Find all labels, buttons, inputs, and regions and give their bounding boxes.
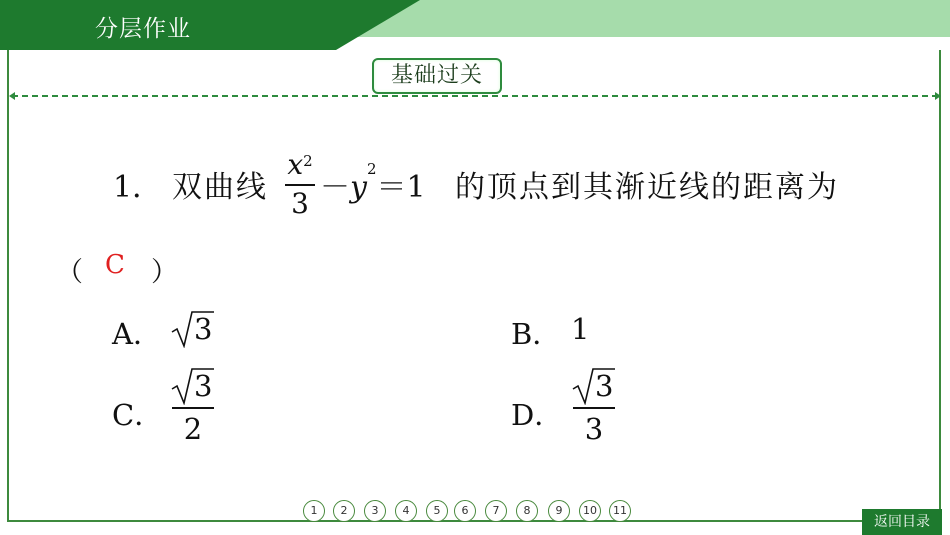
nav-item-6[interactable]: 6	[454, 500, 476, 522]
section-label: 基础过关	[372, 58, 502, 94]
option-d-radicand: 3	[595, 369, 614, 403]
var-y-exponent: 2	[366, 160, 377, 178]
option-b-value: 1	[571, 312, 590, 346]
question-text-post: 的顶点到其渐近线的距离为	[455, 170, 839, 205]
option-b-label[interactable]: B．	[511, 317, 562, 351]
question-fraction	[283, 146, 317, 222]
dashed-divider	[12, 95, 938, 97]
equals-one: ＝1	[376, 170, 426, 205]
option-d-label[interactable]: D．	[511, 398, 564, 432]
nav-item-9[interactable]: 9	[548, 500, 570, 522]
option-c-fraction-bar	[172, 407, 214, 409]
content-frame	[7, 50, 941, 522]
fraction-numerator: x	[287, 148, 304, 181]
nav-item-4[interactable]: 4	[395, 500, 417, 522]
answer-choice[interactable]: C	[105, 250, 125, 280]
option-d-den: 3	[584, 412, 604, 446]
question-text-pre: 双曲线	[172, 170, 268, 205]
minus-sign: －	[320, 170, 350, 205]
return-to-contents-button[interactable]: 返回目录	[862, 509, 942, 535]
option-d-sqrt	[571, 365, 616, 405]
nav-item-3[interactable]: 3	[364, 500, 386, 522]
option-c-den: 2	[183, 412, 203, 446]
nav-item-5[interactable]: 5	[426, 500, 448, 522]
option-c-radicand: 3	[194, 369, 213, 403]
page-title: 分层作业	[95, 16, 191, 42]
option-a-label[interactable]: A．	[112, 317, 162, 351]
nav-item-2[interactable]: 2	[333, 500, 355, 522]
option-d-fraction-bar	[573, 407, 615, 409]
question-expression	[320, 162, 426, 206]
nav-item-7[interactable]: 7	[485, 500, 507, 522]
answer-paren-close: ）	[151, 257, 178, 288]
option-a-radicand: 3	[194, 312, 213, 346]
nav-item-11[interactable]: 11	[609, 500, 631, 522]
option-a-sqrt	[170, 308, 215, 348]
option-c-sqrt	[170, 365, 215, 405]
header-tab	[0, 0, 420, 50]
fraction-denominator: 3	[291, 187, 309, 220]
option-c-label[interactable]: C．	[112, 398, 164, 432]
nav-item-1[interactable]: 1	[303, 500, 325, 522]
question-number: 1．	[113, 170, 163, 205]
divider-left-arrow-icon	[9, 92, 15, 100]
nav-item-8[interactable]: 8	[516, 500, 538, 522]
divider-right-arrow-icon	[935, 92, 941, 100]
answer-paren-open: （	[56, 257, 83, 288]
nav-item-10[interactable]: 10	[579, 500, 601, 522]
fraction-numerator-exponent: 2	[303, 152, 313, 170]
var-y: y	[350, 170, 367, 205]
